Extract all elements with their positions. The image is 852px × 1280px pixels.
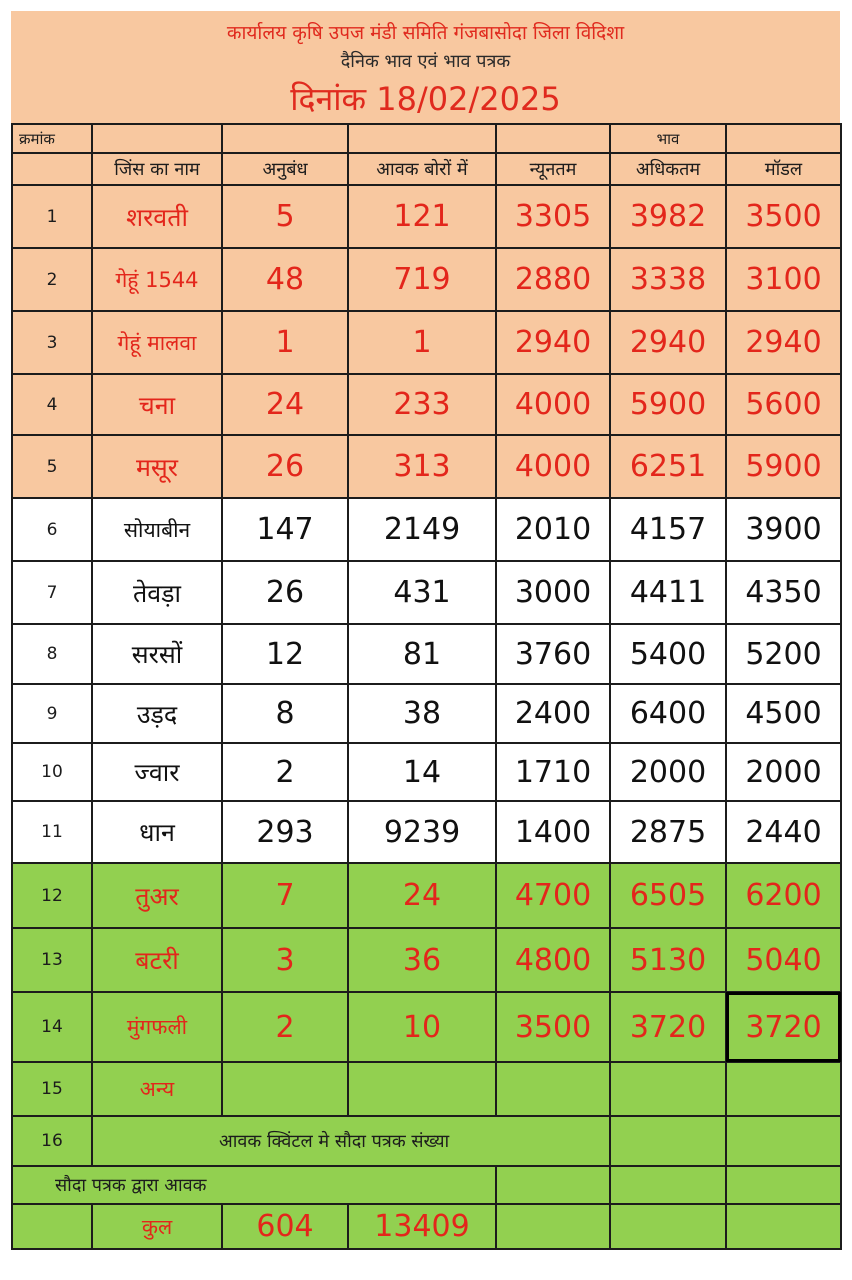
min-price: 2400	[496, 684, 610, 743]
table-row	[12, 311, 841, 374]
model-price: 4350	[726, 561, 841, 624]
table-row	[12, 624, 841, 684]
max-price: 3982	[610, 185, 726, 248]
table-row	[12, 992, 841, 1062]
header-row-top	[12, 124, 841, 153]
max-price: 6505	[610, 863, 726, 928]
commodity-name: बटरी	[92, 928, 222, 992]
total-contract: 604	[222, 1204, 348, 1249]
arrival-slip-count-label: आवक क्विंटल मे सौदा पत्रक संख्या	[92, 1116, 610, 1166]
serial-cell: 13	[12, 928, 92, 992]
serial-header: क्रमांक	[12, 124, 92, 153]
slip-arrival-row	[12, 1166, 841, 1204]
office-title: कार्यालय कृषि उपज मंडी समिति गंजबासोदा जिला विदिशा	[226, 22, 625, 44]
sheet-date: दिनांक 18/02/2025	[290, 80, 561, 118]
max-price: 6400	[610, 684, 726, 743]
contract-value: 12	[222, 624, 348, 684]
min-price: 1400	[496, 801, 610, 863]
contract-value: 1	[222, 311, 348, 374]
model-price: 2000	[726, 743, 841, 801]
total-row	[12, 1204, 841, 1249]
table-row-16	[12, 1116, 841, 1166]
max-price: 3720	[610, 992, 726, 1062]
model-price: 2440	[726, 801, 841, 863]
serial-cell: 5	[12, 435, 92, 498]
serial-cell: 4	[12, 374, 92, 435]
arrival-value: 1	[348, 311, 496, 374]
total-label: कुल	[92, 1204, 222, 1249]
commodity-name: अन्य	[92, 1062, 222, 1116]
commodity-name: तुअर	[92, 863, 222, 928]
min-price: 1710	[496, 743, 610, 801]
table-row	[12, 684, 841, 743]
arrival-value: 10	[348, 992, 496, 1062]
commodity-name: सोयाबीन	[92, 498, 222, 561]
commodity-name: सरसों	[92, 624, 222, 684]
serial-cell: 11	[12, 801, 92, 863]
table-row	[12, 185, 841, 248]
min-price: 4000	[496, 374, 610, 435]
serial-cell: 2	[12, 248, 92, 311]
price-table	[11, 123, 842, 1250]
table-row	[12, 743, 841, 801]
commodity-name: मुंगफली	[92, 992, 222, 1062]
slip-arrival-note: सौदा पत्रक द्वारा आवक	[12, 1166, 496, 1204]
model-price: 6200	[726, 863, 841, 928]
commodity-name: शरवती	[92, 185, 222, 248]
commodity-name: गेहूं मालवा	[92, 311, 222, 374]
commodity-name: चना	[92, 374, 222, 435]
contract-value: 26	[222, 561, 348, 624]
price-group-header: भाव	[610, 124, 726, 153]
arrival-value: 38	[348, 684, 496, 743]
total-arrival: 13409	[348, 1204, 496, 1249]
contract-value: 5	[222, 185, 348, 248]
table-row-15	[12, 1062, 841, 1116]
commodity-name: उड़द	[92, 684, 222, 743]
model-price: 3900	[726, 498, 841, 561]
min-price: 3000	[496, 561, 610, 624]
table-row	[12, 498, 841, 561]
max-price: 2000	[610, 743, 726, 801]
min-header: न्यूनतम	[496, 153, 610, 185]
model-price: 5900	[726, 435, 841, 498]
contract-value: 293	[222, 801, 348, 863]
table-row	[12, 561, 841, 624]
model-header: मॉडल	[726, 153, 841, 185]
max-price: 2875	[610, 801, 726, 863]
max-price: 6251	[610, 435, 726, 498]
rate-sheet	[11, 11, 840, 1250]
serial-cell: 14	[12, 992, 92, 1062]
min-price: 3500	[496, 992, 610, 1062]
contract-value: 147	[222, 498, 348, 561]
serial-cell: 10	[12, 743, 92, 801]
serial-cell: 7	[12, 561, 92, 624]
model-price: 4500	[726, 684, 841, 743]
contract-value: 8	[222, 684, 348, 743]
table-row	[12, 863, 841, 928]
contract-value: 2	[222, 992, 348, 1062]
min-price: 4700	[496, 863, 610, 928]
min-price: 4000	[496, 435, 610, 498]
table-row	[12, 248, 841, 311]
contract-value: 2	[222, 743, 348, 801]
table-row	[12, 801, 841, 863]
serial-cell: 3	[12, 311, 92, 374]
table-row	[12, 435, 841, 498]
header-row	[12, 153, 841, 185]
max-price: 4411	[610, 561, 726, 624]
table-row	[12, 928, 841, 992]
arrival-value: 121	[348, 185, 496, 248]
min-price: 3305	[496, 185, 610, 248]
commodity-name: तेवड़ा	[92, 561, 222, 624]
sheet-header	[11, 11, 840, 123]
model-price: 3500	[726, 185, 841, 248]
serial-cell: 9	[12, 684, 92, 743]
serial-cell: 1	[12, 185, 92, 248]
sheet-subtitle: दैनिक भाव एवं भाव पत्रक	[340, 51, 511, 72]
commodity-name: ज्वार	[92, 743, 222, 801]
min-price: 2940	[496, 311, 610, 374]
contract-value: 26	[222, 435, 348, 498]
max-price: 2940	[610, 311, 726, 374]
table-row	[12, 374, 841, 435]
max-price: 5130	[610, 928, 726, 992]
contract-header: अनुबंध	[222, 153, 348, 185]
arrival-value: 81	[348, 624, 496, 684]
serial-cell: 6	[12, 498, 92, 561]
min-price: 2010	[496, 498, 610, 561]
name-header: जिंस का नाम	[92, 153, 222, 185]
commodity-name: धान	[92, 801, 222, 863]
min-price: 4800	[496, 928, 610, 992]
commodity-name: गेहूं 1544	[92, 248, 222, 311]
arrival-header: आवक बोरों में	[348, 153, 496, 185]
contract-value: 7	[222, 863, 348, 928]
serial-cell: 15	[12, 1062, 92, 1116]
max-price: 5400	[610, 624, 726, 684]
arrival-value: 36	[348, 928, 496, 992]
arrival-value: 313	[348, 435, 496, 498]
serial-cell: 16	[12, 1116, 92, 1166]
contract-value: 24	[222, 374, 348, 435]
arrival-value: 9239	[348, 801, 496, 863]
arrival-value: 233	[348, 374, 496, 435]
contract-value: 3	[222, 928, 348, 992]
max-price: 4157	[610, 498, 726, 561]
arrival-value: 14	[348, 743, 496, 801]
arrival-value: 719	[348, 248, 496, 311]
model-price: 5040	[726, 928, 841, 992]
arrival-value: 2149	[348, 498, 496, 561]
arrival-value: 24	[348, 863, 496, 928]
serial-cell: 12	[12, 863, 92, 928]
max-header: अधिकतम	[610, 153, 726, 185]
commodity-name: मसूर	[92, 435, 222, 498]
max-price: 5900	[610, 374, 726, 435]
model-price: 5200	[726, 624, 841, 684]
min-price: 2880	[496, 248, 610, 311]
min-price: 3760	[496, 624, 610, 684]
model-price: 2940	[726, 311, 841, 374]
max-price: 3338	[610, 248, 726, 311]
model-price: 3100	[726, 248, 841, 311]
serial-cell: 8	[12, 624, 92, 684]
contract-value: 48	[222, 248, 348, 311]
model-price: 3720	[726, 992, 841, 1062]
arrival-value: 431	[348, 561, 496, 624]
model-price: 5600	[726, 374, 841, 435]
